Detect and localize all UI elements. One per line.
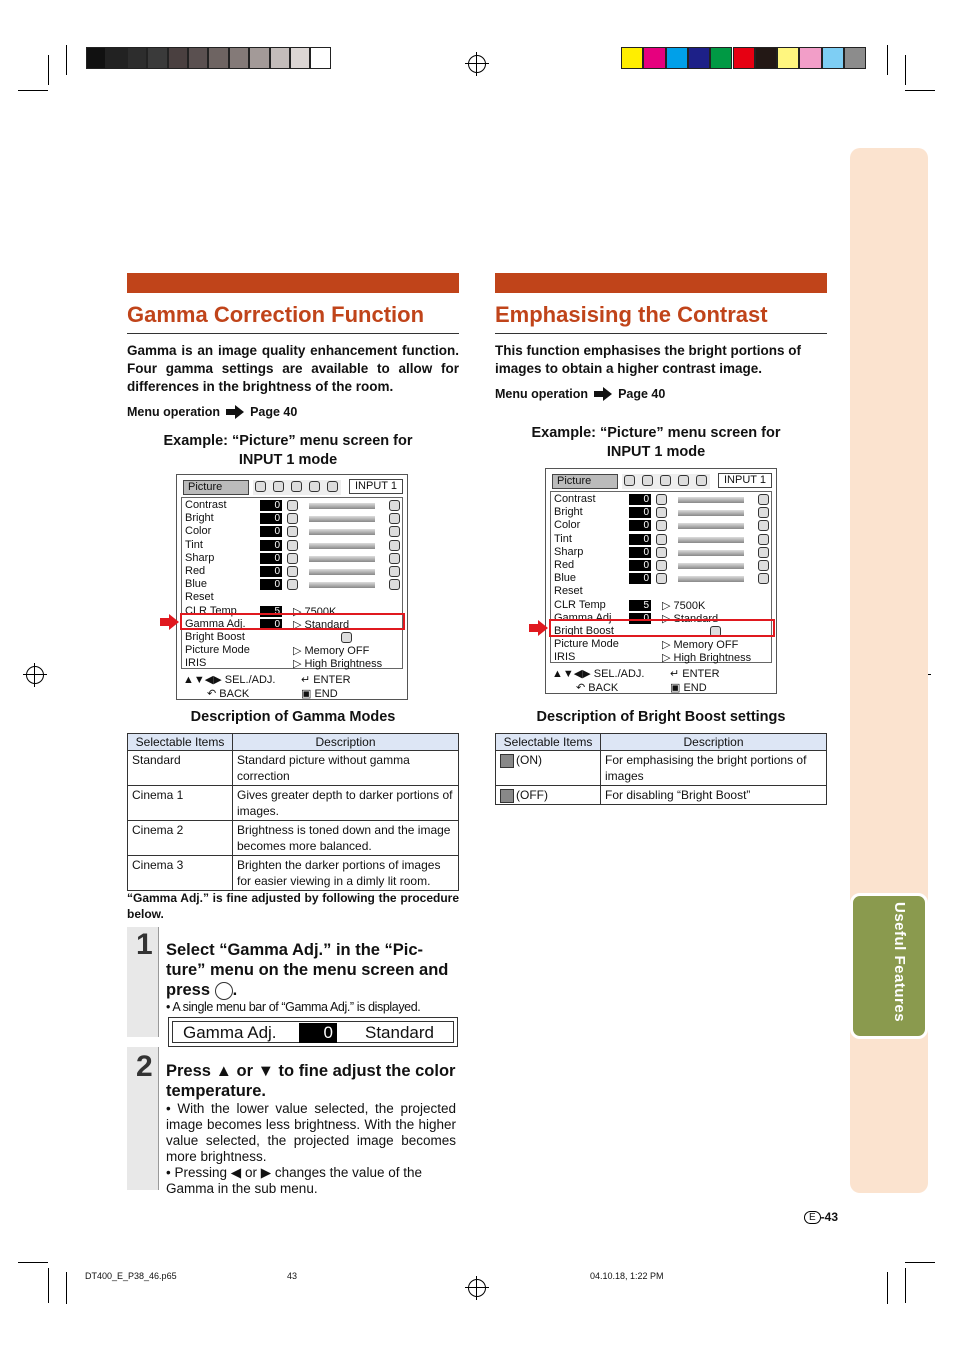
table-header: Selectable Items bbox=[128, 734, 233, 751]
table-cell: (OFF) bbox=[496, 786, 601, 805]
footer-file: DT400_E_P38_46.p65 bbox=[85, 1271, 177, 1281]
color-swatch bbox=[290, 47, 310, 69]
menu-value: 0 bbox=[629, 534, 651, 545]
intro-text: This function emphasises the bright portions of images to obtain a higher contrast image. bbox=[495, 343, 802, 376]
color-swatch bbox=[106, 47, 126, 69]
title-rule bbox=[495, 333, 827, 334]
cube-icon bbox=[660, 475, 671, 486]
menu-operation-label: Menu operation bbox=[127, 405, 221, 419]
highlight-bright-boost bbox=[549, 619, 775, 637]
menu-value: 5 bbox=[260, 606, 282, 617]
page-number-letter: E bbox=[804, 1211, 821, 1224]
adjust-icon bbox=[389, 513, 400, 524]
color-swatch bbox=[229, 47, 249, 69]
menu-value: 0 bbox=[260, 526, 282, 537]
adjust-icon bbox=[656, 534, 667, 545]
audio-icon bbox=[642, 475, 653, 486]
section-title-gamma: Gamma Correction Function bbox=[127, 302, 425, 327]
footer-page: 43 bbox=[287, 1271, 298, 1281]
left-arrow-icon: ◀ bbox=[230, 1165, 242, 1180]
example-caption bbox=[127, 432, 449, 470]
nav-end: ▣ END bbox=[301, 688, 338, 700]
menu-row[interactable]: IRIS bbox=[185, 657, 207, 670]
table-cell: (ON) bbox=[496, 751, 601, 786]
section-bar bbox=[495, 273, 827, 293]
crop-mark bbox=[48, 55, 49, 85]
color-swatch bbox=[710, 47, 732, 69]
menu-option-text: ▷ 7500K bbox=[293, 605, 337, 618]
color-swatch bbox=[822, 47, 844, 69]
menu-option-text: ▷ Memory OFF bbox=[293, 645, 370, 658]
table-cell: Standard bbox=[128, 751, 233, 786]
nav-sel: ▲▼◀▶ SEL./ADJ. bbox=[552, 668, 645, 680]
nav-end: ▣ END bbox=[670, 682, 707, 694]
adjust-slider[interactable] bbox=[309, 556, 375, 562]
menu-value: 5 bbox=[629, 600, 651, 611]
menu-row[interactable]: Tint bbox=[554, 532, 572, 545]
table-header: Description bbox=[233, 734, 459, 751]
adjust-icon bbox=[758, 520, 769, 531]
menu-row[interactable]: Color bbox=[554, 519, 581, 532]
menu-tab-icons bbox=[622, 474, 710, 489]
table-row bbox=[128, 786, 459, 821]
color-swatch bbox=[755, 47, 777, 69]
menu-operation-page: Page 40 bbox=[618, 387, 666, 401]
menu-option-text: ▷ Standard bbox=[662, 612, 719, 625]
nav-enter: ↵ ENTER bbox=[670, 668, 720, 680]
menu-tab-picture: Picture bbox=[183, 480, 249, 495]
table-cell: Brightness is toned down and the image becomes more balanced. bbox=[233, 821, 459, 856]
registration-mark-icon bbox=[468, 55, 486, 73]
table-header: Description bbox=[601, 734, 827, 751]
adjust-icon bbox=[389, 566, 400, 577]
step2-bullet2: • Pressing ◀ or ▶ changes the value of the Gamma in the sub menu. bbox=[166, 1165, 422, 1196]
menu-row[interactable]: Tint bbox=[185, 538, 203, 551]
table-row bbox=[128, 821, 459, 856]
adjust-slider[interactable] bbox=[678, 550, 744, 556]
adjust-slider[interactable] bbox=[309, 503, 375, 509]
crop-mark bbox=[887, 45, 888, 75]
adjust-icon bbox=[287, 513, 298, 524]
picture-icon bbox=[624, 475, 635, 486]
menu-value: 0 bbox=[629, 547, 651, 558]
side-tab-label: Useful Features bbox=[891, 902, 908, 1023]
menu-screen-picture bbox=[545, 468, 777, 694]
adjust-slider[interactable] bbox=[678, 523, 744, 529]
adjust-icon bbox=[758, 560, 769, 571]
adjust-slider[interactable] bbox=[678, 497, 744, 503]
example-line2: INPUT 1 mode bbox=[606, 444, 706, 460]
step1-bullet: • A single menu bar of “Gamma Adj.” is displayed. bbox=[166, 1000, 421, 1014]
menu-value: 0 bbox=[260, 579, 282, 590]
adjust-icon bbox=[656, 547, 667, 558]
section-bar bbox=[127, 273, 459, 293]
step2-title: Press ▲ or ▼ to fine adjust the color temperature. bbox=[166, 1062, 456, 1100]
menu-tab-picture: Picture bbox=[552, 474, 618, 489]
menu-row[interactable]: Contrast bbox=[554, 493, 596, 505]
menu-value: 0 bbox=[629, 507, 651, 518]
menu-row[interactable]: Sharp bbox=[185, 551, 215, 564]
menu-row[interactable]: Gamma Adj. bbox=[554, 611, 615, 624]
table-cell: Brighten the darker portions of images for easier viewing in a dimly lit room. bbox=[233, 856, 459, 891]
adjust-icon bbox=[287, 566, 298, 577]
table-row bbox=[496, 786, 827, 805]
adjust-slider[interactable] bbox=[309, 516, 375, 522]
crop-mark bbox=[18, 1262, 48, 1263]
color-swatch bbox=[310, 47, 330, 69]
registration-mark-icon bbox=[26, 666, 44, 684]
menu-row[interactable]: IRIS bbox=[554, 651, 576, 664]
audio-icon bbox=[273, 481, 284, 492]
up-arrow-icon: ▲ bbox=[215, 1062, 232, 1080]
adjust-icon bbox=[758, 534, 769, 545]
menu-operation bbox=[127, 405, 297, 419]
menu-value: 0 bbox=[260, 500, 282, 511]
color-swatch bbox=[249, 47, 269, 69]
adjust-icon bbox=[758, 547, 769, 558]
speech-icon bbox=[678, 475, 689, 486]
adjust-slider[interactable] bbox=[309, 569, 375, 575]
adjust-icon bbox=[656, 494, 667, 505]
enter-button-icon bbox=[215, 982, 233, 1000]
step2-bullet1: • With the lower value selected, the projected image becomes less brightness. With the higher value selected, the projected image becomes more brightness. bbox=[166, 1101, 456, 1164]
menu-bar-text: Standard bbox=[365, 1023, 434, 1042]
adjust-icon bbox=[287, 500, 298, 511]
menu-operation bbox=[495, 387, 665, 401]
menu-tab-icons bbox=[253, 480, 341, 495]
menu-value: 0 bbox=[629, 520, 651, 531]
speech-icon bbox=[309, 481, 320, 492]
menu-value: 0 bbox=[260, 619, 282, 630]
menu-value: 0 bbox=[629, 573, 651, 584]
menu-row[interactable]: Color bbox=[185, 525, 212, 538]
step-number: 2 bbox=[136, 1050, 153, 1083]
color-swatch bbox=[208, 47, 228, 69]
adjust-slider[interactable] bbox=[309, 529, 375, 535]
crop-mark bbox=[48, 1268, 49, 1303]
screen-icon bbox=[327, 481, 338, 492]
menu-row[interactable]: Blue bbox=[185, 578, 208, 591]
adjust-icon bbox=[389, 526, 400, 537]
example-caption bbox=[495, 424, 817, 462]
bright-boost-table-title: Description of Bright Boost settings bbox=[536, 709, 786, 725]
color-swatch bbox=[147, 47, 167, 69]
adjust-icon bbox=[656, 560, 667, 571]
adjust-icon bbox=[389, 579, 400, 590]
table-cell: Standard picture without gamma correction bbox=[233, 751, 459, 786]
nav-sel: ▲▼◀▶ SEL./ADJ. bbox=[183, 674, 276, 686]
menu-row[interactable]: CLR Temp bbox=[185, 604, 237, 617]
crop-mark bbox=[66, 1272, 67, 1304]
menu-row[interactable]: Blue bbox=[554, 572, 577, 585]
adjust-icon bbox=[758, 507, 769, 518]
menu-row[interactable]: CLR Temp bbox=[554, 598, 606, 611]
table-row bbox=[496, 751, 827, 786]
menu-value: 0 bbox=[629, 560, 651, 571]
title-rule bbox=[127, 333, 459, 334]
adjust-slider[interactable] bbox=[678, 510, 744, 516]
color-swatch bbox=[666, 47, 688, 69]
example-line1: Example: “Picture” menu screen for bbox=[531, 425, 781, 441]
adjust-slider[interactable] bbox=[309, 582, 375, 588]
menu-bar-label: Gamma Adj. bbox=[183, 1023, 277, 1042]
menu-operation-page: Page 40 bbox=[250, 405, 298, 419]
menu-row[interactable]: Reset bbox=[554, 585, 583, 598]
menu-row[interactable]: Picture Mode bbox=[185, 644, 250, 657]
menu-option-text: ▷ High Brightness bbox=[293, 658, 383, 671]
table-cell: Cinema 1 bbox=[128, 786, 233, 821]
crop-mark bbox=[905, 1262, 935, 1263]
menu-value: 0 bbox=[260, 513, 282, 524]
crop-mark bbox=[887, 1272, 888, 1304]
menu-option-text: ▷ Memory OFF bbox=[662, 639, 739, 652]
color-swatch bbox=[270, 47, 290, 69]
menu-row[interactable]: Red bbox=[554, 559, 575, 571]
adjust-slider[interactable] bbox=[678, 537, 744, 543]
menu-row[interactable]: Picture Mode bbox=[554, 638, 619, 651]
color-swatch bbox=[733, 47, 755, 69]
menu-value: 0 bbox=[260, 553, 282, 564]
color-swatch bbox=[777, 47, 799, 69]
menu-value: 0 bbox=[629, 613, 651, 624]
menu-row[interactable]: Contrast bbox=[185, 499, 227, 511]
color-swatch bbox=[188, 47, 208, 69]
color-swatch bbox=[127, 47, 147, 69]
bright-boost-icon bbox=[341, 632, 352, 643]
nav-back: ↶ BACK bbox=[207, 688, 250, 700]
input-indicator: INPUT 1 bbox=[349, 479, 403, 494]
menu-option-text: ▷ High Brightness bbox=[662, 652, 752, 665]
picture-icon bbox=[255, 481, 266, 492]
menu-operation-label: Menu operation bbox=[495, 387, 589, 401]
intro-text: Gamma is an image quality enhancement function. Four gamma settings are available to allow for differences in the brightness of the room. bbox=[127, 343, 459, 394]
menu-option-text: ▷ Standard bbox=[293, 618, 350, 631]
menu-value: 0 bbox=[260, 566, 282, 577]
menu-row[interactable]: Bright bbox=[185, 512, 214, 525]
menu-bar-value: 0 bbox=[299, 1023, 337, 1043]
bright-boost-icon bbox=[500, 789, 514, 803]
crop-mark bbox=[905, 1268, 906, 1303]
input-indicator: INPUT 1 bbox=[718, 473, 772, 488]
arrow-right-icon bbox=[594, 387, 612, 401]
menu-row[interactable]: Gamma Adj. bbox=[185, 617, 246, 630]
adjust-icon bbox=[758, 573, 769, 584]
registration-mark-icon bbox=[468, 1279, 486, 1297]
example-line1: Example: “Picture” menu screen for bbox=[163, 433, 413, 449]
menu-row[interactable]: Reset bbox=[185, 591, 214, 604]
section-title-contrast: Emphasising the Contrast bbox=[495, 302, 768, 327]
menu-row[interactable]: Bright Boost bbox=[185, 631, 245, 643]
adjust-slider[interactable] bbox=[678, 563, 744, 569]
adjust-icon bbox=[287, 579, 298, 590]
adjust-slider[interactable] bbox=[309, 543, 375, 549]
adjust-slider[interactable] bbox=[678, 576, 744, 582]
menu-screen-picture bbox=[176, 474, 408, 700]
color-swatch bbox=[799, 47, 821, 69]
color-swatch bbox=[643, 47, 665, 69]
highlight-gamma-adj bbox=[180, 613, 405, 630]
table-cell: Gives greater depth to darker portions of images. bbox=[233, 786, 459, 821]
step1-title: Select “Gamma Adj.” in the “Pic-ture” menu on the menu screen and press . bbox=[166, 941, 449, 999]
cube-icon bbox=[291, 481, 302, 492]
table-header: Selectable Items bbox=[496, 734, 601, 751]
color-swatch bbox=[168, 47, 188, 69]
table-cell: For disabling “Bright Boost” bbox=[601, 786, 827, 805]
pointer-arrow-icon bbox=[160, 614, 180, 630]
adjust-icon bbox=[656, 507, 667, 518]
table-row bbox=[128, 856, 459, 891]
table-cell: Cinema 2 bbox=[128, 821, 233, 856]
menu-row[interactable]: Bright bbox=[554, 506, 583, 519]
footer-date: 04.10.18, 1:22 PM bbox=[590, 1271, 664, 1281]
gamma-table-title: Description of Gamma Modes bbox=[190, 709, 396, 725]
crop-mark bbox=[905, 90, 935, 91]
right-arrow-icon: ▶ bbox=[260, 1165, 272, 1180]
adjust-icon bbox=[758, 494, 769, 505]
adjust-icon bbox=[389, 500, 400, 511]
table-cell: Cinema 3 bbox=[128, 856, 233, 891]
color-swatch bbox=[688, 47, 710, 69]
down-arrow-icon: ▼ bbox=[257, 1062, 274, 1080]
arrow-right-icon bbox=[226, 405, 244, 419]
crop-mark bbox=[66, 45, 67, 75]
procedure-note: “Gamma Adj.” is fine adjusted by following the procedure below. bbox=[127, 891, 459, 921]
menu-value: 0 bbox=[260, 540, 282, 551]
adjust-icon bbox=[389, 540, 400, 551]
step-number: 1 bbox=[136, 928, 153, 961]
nav-back: ↶ BACK bbox=[576, 682, 619, 694]
screen-icon bbox=[696, 475, 707, 486]
gamma-modes-table bbox=[127, 733, 459, 891]
color-swatch bbox=[844, 47, 866, 69]
color-swatch bbox=[621, 47, 643, 69]
adjust-icon bbox=[656, 520, 667, 531]
bright-boost-table bbox=[495, 733, 827, 805]
page-number bbox=[804, 1210, 838, 1224]
adjust-icon bbox=[287, 540, 298, 551]
menu-value: 0 bbox=[629, 494, 651, 505]
bright-boost-icon bbox=[500, 754, 514, 768]
table-cell: For emphasising the bright portions of images bbox=[601, 751, 827, 786]
side-tab-useful-features bbox=[850, 893, 928, 1039]
adjust-icon bbox=[656, 573, 667, 584]
nav-enter: ↵ ENTER bbox=[301, 674, 351, 686]
menu-row[interactable]: Red bbox=[185, 565, 206, 577]
color-swatch bbox=[86, 47, 106, 69]
menu-option-text: ▷ 7500K bbox=[662, 599, 706, 612]
adjust-icon bbox=[287, 553, 298, 564]
menu-row[interactable]: Bright Boost bbox=[554, 625, 614, 637]
table-row bbox=[128, 751, 459, 786]
gamma-adj-menu-bar bbox=[168, 1017, 458, 1047]
adjust-icon bbox=[389, 553, 400, 564]
example-line2: INPUT 1 mode bbox=[238, 452, 338, 468]
adjust-icon bbox=[287, 526, 298, 537]
crop-mark bbox=[18, 90, 48, 91]
pointer-arrow-icon bbox=[529, 620, 549, 636]
crop-mark bbox=[905, 55, 906, 85]
menu-row[interactable]: Sharp bbox=[554, 545, 584, 558]
page-number-value: -43 bbox=[820, 1210, 839, 1224]
